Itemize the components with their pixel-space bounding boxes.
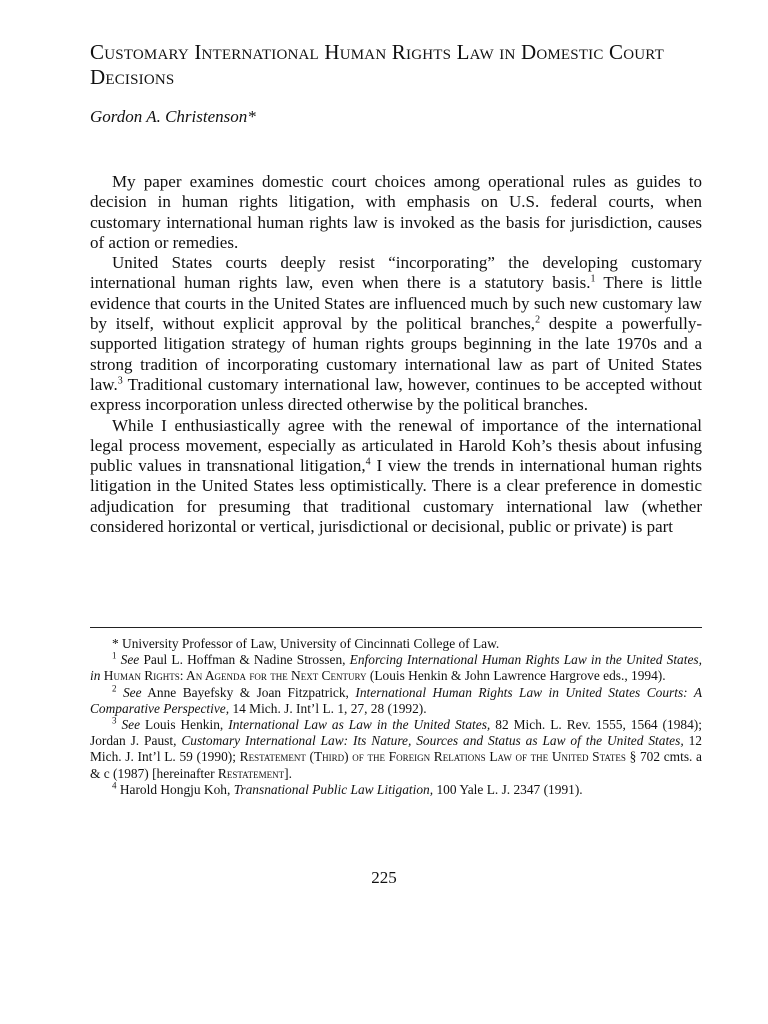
- paragraph-2-text-d: Traditional customary international law, however, continues to be accepted without express incorporation unless directed otherwise by the political branches.: [90, 374, 703, 415]
- footnote-4-mark: 4: [112, 780, 117, 791]
- paragraph-3-text-b: I view the trends in international human rights litigation in the United States less optimistically. There is a clear preference in domestic adjudication for presuming that traditional customary international law (whether considered horizontal or vertical, jurisdictional or decisional, public or private) is part: [90, 456, 702, 537]
- footnote-ref-4[interactable]: 4: [365, 456, 371, 468]
- page-number: 225: [371, 868, 397, 887]
- footnote-4-cite: 100 Yale L. J. 2347 (1991).: [436, 781, 583, 797]
- footnote-3-cite-3: § 702 cmts. a & c (1987) [hereinafter: [90, 749, 702, 781]
- footnote-1-signal: See: [120, 652, 140, 668]
- paragraph-2: [90, 253, 702, 415]
- paragraph-1-text: My paper examines domestic court choices among operational rules as guides to decision in human rights litigation, with emphasis on U.S. federal courts, when customary international human rights law is invoked as the basis for jurisdiction, causes of action or remedies.: [90, 172, 702, 252]
- paragraph-2-text-c: despite a powerfully-supported litigation strategy of human rights groups beginning in the late 1970s and a strong tradition of incorporating customary international law as part of United States law.: [90, 314, 703, 394]
- footnote-2-signal: See: [122, 684, 142, 700]
- footnote-3-restatement: Restatement (Third) of the Foreign Relations Law of the United States: [239, 749, 626, 765]
- footnote-3-title-2: Customary International Law: Its Nature, Sources and Status as Law of the United States,: [181, 733, 684, 749]
- footnote-ref-3[interactable]: 3: [117, 375, 123, 387]
- article-body: [90, 172, 702, 537]
- paragraph-3-text-a: While I enthusiastically agree with the renewal of importance of the international legal process movement, especially as articulated in Harold Koh’s thesis about infusing public values in transnational litigation,: [90, 415, 702, 476]
- footnote-4-title: Transnational Public Law Litigation,: [233, 781, 434, 797]
- article-title: Customary International Human Rights Law in Domestic Court Decisions: [90, 40, 664, 89]
- footnote-3-title-1: International Law as Law in the United States,: [228, 717, 491, 733]
- footnote-3: [90, 717, 702, 782]
- footnote-3-signal: See: [121, 717, 141, 733]
- footnote-3-mark: 3: [112, 715, 117, 726]
- footnote-2-authors: Anne Bayefsky & Joan Fitzpatrick,: [147, 684, 349, 700]
- footnote-1-title: Enforcing International Human Rights Law in the United States, in: [90, 652, 702, 684]
- footnote-1: [90, 652, 702, 684]
- paragraph-3: [90, 416, 702, 538]
- footnote-1-authors: Paul L. Hoffman & Nadine Strossen,: [143, 652, 346, 668]
- author-name: Gordon A. Christenson*: [90, 107, 256, 126]
- footnote-ref-1[interactable]: 1: [590, 273, 596, 285]
- paragraph-2-text-b: There is little evidence that courts in the United States are influenced much by such new customary law by itself, without explicit approval by the political branches,: [90, 273, 702, 334]
- footnotes: [90, 636, 702, 798]
- footnote-3-short-form: Restatement: [217, 765, 285, 781]
- footnote-4: [90, 782, 702, 798]
- footnote-3-close: ].: [284, 765, 292, 781]
- paragraph-1: [90, 172, 702, 253]
- paragraph-2-text-a: United States courts deeply resist “incorporating” the developing customary international human rights law, even when there is a statutory basis.: [90, 253, 702, 293]
- footnote-2: [90, 685, 702, 717]
- footnote-2-cite: 14 Mich. J. Int’l L. 1, 27, 28 (1992).: [232, 700, 427, 716]
- footnote-divider: [90, 627, 702, 628]
- footnote-3-cite-2: 12 Mich. J. Int’l L. 59 (1990);: [90, 733, 702, 765]
- footnote-2-title: International Human Rights Law in United States Courts: A Comparative Perspective,: [90, 684, 702, 716]
- footnote-star: * University Professor of Law, University of Cincinnati College of Law.: [112, 636, 500, 651]
- footnote-1-cite: (Louis Henkin & John Lawrence Hargrove eds., 1994).: [369, 668, 666, 684]
- footnote-3-cite-1: 82 Mich. L. Rev. 1555, 1564 (1984); Jordan J. Paust,: [90, 717, 702, 749]
- footnote-1-mark: 1: [112, 650, 117, 661]
- footnote-ref-2[interactable]: 2: [535, 314, 541, 326]
- footnote-3-author-1: Louis Henkin,: [145, 717, 224, 733]
- footnote-2-mark: 2: [112, 683, 117, 694]
- footnote-4-author: Harold Hongju Koh,: [119, 781, 231, 797]
- footnote-1-book: Human Rights: An Agenda for the Next Century: [103, 668, 367, 684]
